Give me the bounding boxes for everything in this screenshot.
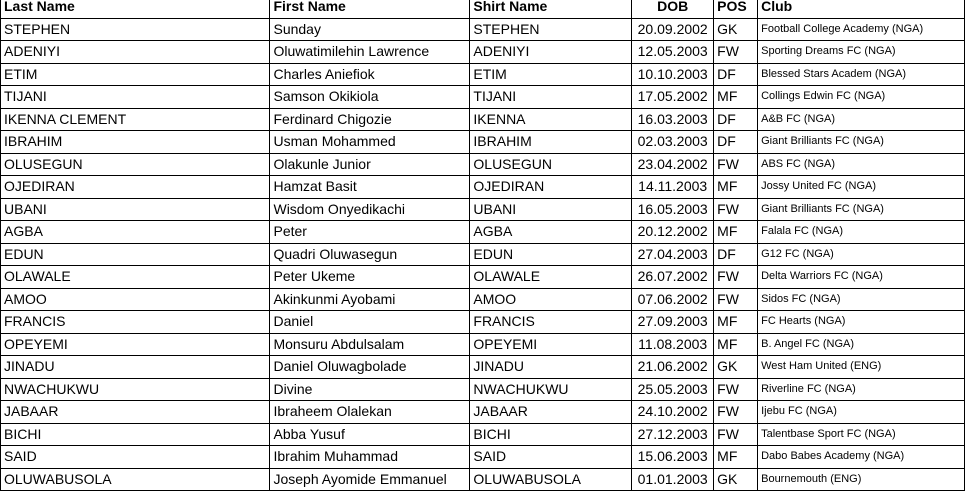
cell-shirt-name: AMOO [470,288,632,311]
cell-shirt-name: IBRAHIM [470,131,632,154]
table-row [1,63,965,86]
cell-pos: DF [714,63,758,86]
cell-shirt-name: BICHI [470,423,632,446]
cell-dob: 23.04.2002 [632,153,714,176]
table-row [1,423,965,446]
cell-last-name: JABAAR [1,401,270,424]
cell-dob: 16.03.2003 [632,108,714,131]
cell-first-name: Ibrahim Muhammad [270,446,470,469]
cell-dob: 17.05.2002 [632,86,714,109]
cell-pos: MF [714,176,758,199]
table-body [1,18,965,491]
cell-club: A&B FC (NGA) [758,108,965,131]
table-row [1,311,965,334]
cell-club: Falala FC (NGA) [758,221,965,244]
cell-last-name: BICHI [1,423,270,446]
cell-club: Giant Brilliants FC (NGA) [758,131,965,154]
cell-dob: 11.08.2003 [632,333,714,356]
cell-pos: FW [714,288,758,311]
cell-shirt-name: IKENNA [470,108,632,131]
table-row [1,333,965,356]
cell-first-name: Charles Aniefiok [270,63,470,86]
cell-pos: GK [714,356,758,379]
table-row [1,378,965,401]
cell-last-name: OJEDIRAN [1,176,270,199]
table-row [1,131,965,154]
table-row [1,41,965,64]
cell-last-name: AGBA [1,221,270,244]
cell-first-name: Divine [270,378,470,401]
cell-pos: DF [714,243,758,266]
cell-dob: 07.06.2002 [632,288,714,311]
cell-first-name: Samson Okikiola [270,86,470,109]
cell-dob: 16.05.2003 [632,198,714,221]
cell-first-name: Usman Mohammed [270,131,470,154]
cell-shirt-name: FRANCIS [470,311,632,334]
cell-last-name: ETIM [1,63,270,86]
cell-last-name: STEPHEN [1,18,270,41]
cell-club: Bournemouth (ENG) [758,468,965,491]
cell-first-name: Abba Yusuf [270,423,470,446]
cell-shirt-name: AGBA [470,221,632,244]
cell-last-name: SAID [1,446,270,469]
table-row [1,86,965,109]
cell-shirt-name: JABAAR [470,401,632,424]
cell-shirt-name: EDUN [470,243,632,266]
cell-shirt-name: OLAWALE [470,266,632,289]
cell-first-name: Monsuru Abdulsalam [270,333,470,356]
cell-last-name: AMOO [1,288,270,311]
table-row [1,221,965,244]
table-row [1,356,965,379]
header-shirt-name: Shirt Name [470,0,632,18]
cell-first-name: Daniel [270,311,470,334]
table-row [1,266,965,289]
cell-shirt-name: UBANI [470,198,632,221]
cell-last-name: FRANCIS [1,311,270,334]
cell-pos: FW [714,401,758,424]
cell-first-name: Quadri Oluwasegun [270,243,470,266]
cell-pos: FW [714,41,758,64]
cell-last-name: EDUN [1,243,270,266]
header-club: Club [758,0,965,18]
cell-first-name: Akinkunmi Ayobami [270,288,470,311]
cell-dob: 14.11.2003 [632,176,714,199]
cell-club: West Ham United (ENG) [758,356,965,379]
cell-club: Sporting Dreams FC (NGA) [758,41,965,64]
cell-dob: 27.12.2003 [632,423,714,446]
cell-pos: MF [714,311,758,334]
cell-club: Blessed Stars Academ (NGA) [758,63,965,86]
header-row [1,0,965,18]
cell-dob: 01.01.2003 [632,468,714,491]
cell-dob: 21.06.2002 [632,356,714,379]
header-first-name: First Name [270,0,470,18]
cell-club: Delta Warriors FC (NGA) [758,266,965,289]
cell-dob: 27.04.2003 [632,243,714,266]
header-last-name: Last Name [1,0,270,18]
cell-dob: 10.10.2003 [632,63,714,86]
cell-pos: GK [714,468,758,491]
cell-pos: MF [714,446,758,469]
cell-first-name: Wisdom Onyedikachi [270,198,470,221]
cell-first-name: Olakunle Junior [270,153,470,176]
cell-last-name: NWACHUKWU [1,378,270,401]
cell-club: FC Hearts (NGA) [758,311,965,334]
cell-shirt-name: ETIM [470,63,632,86]
cell-shirt-name: OPEYEMI [470,333,632,356]
cell-shirt-name: STEPHEN [470,18,632,41]
cell-shirt-name: OLUWABUSOLA [470,468,632,491]
cell-first-name: Hamzat Basit [270,176,470,199]
cell-last-name: OLUWABUSOLA [1,468,270,491]
cell-dob: 12.05.2003 [632,41,714,64]
cell-first-name: Joseph Ayomide Emmanuel [270,468,470,491]
cell-dob: 15.06.2003 [632,446,714,469]
table-row [1,243,965,266]
cell-club: Collings Edwin FC (NGA) [758,86,965,109]
cell-club: B. Angel FC (NGA) [758,333,965,356]
cell-dob: 20.12.2002 [632,221,714,244]
cell-last-name: IBRAHIM [1,131,270,154]
table-row [1,18,965,41]
cell-last-name: OPEYEMI [1,333,270,356]
cell-club: ABS FC (NGA) [758,153,965,176]
cell-shirt-name: SAID [470,446,632,469]
cell-last-name: OLAWALE [1,266,270,289]
header-pos: POS [714,0,758,18]
cell-pos: FW [714,378,758,401]
table-row [1,153,965,176]
cell-first-name: Peter [270,221,470,244]
cell-pos: DF [714,131,758,154]
cell-last-name: JINADU [1,356,270,379]
cell-first-name: Peter Ukeme [270,266,470,289]
table-row [1,176,965,199]
cell-pos: FW [714,198,758,221]
cell-pos: MF [714,333,758,356]
cell-club: Talentbase Sport FC (NGA) [758,423,965,446]
cell-club: Ijebu FC (NGA) [758,401,965,424]
cell-pos: GK [714,18,758,41]
table-row [1,401,965,424]
cell-dob: 24.10.2002 [632,401,714,424]
cell-first-name: Ibraheem Olalekan [270,401,470,424]
cell-club: Football College Academy (NGA) [758,18,965,41]
cell-last-name: TIJANI [1,86,270,109]
cell-club: Sidos FC (NGA) [758,288,965,311]
cell-club: Dabo Babes Academy (NGA) [758,446,965,469]
cell-last-name: UBANI [1,198,270,221]
table-row [1,198,965,221]
cell-pos: MF [714,221,758,244]
cell-first-name: Oluwatimilehin Lawrence [270,41,470,64]
cell-club: G12 FC (NGA) [758,243,965,266]
cell-club: Giant Brilliants FC (NGA) [758,198,965,221]
cell-pos: FW [714,153,758,176]
cell-pos: FW [714,423,758,446]
cell-pos: MF [714,86,758,109]
cell-pos: FW [714,266,758,289]
header-dob: DOB [632,0,714,18]
cell-first-name: Ferdinard Chigozie [270,108,470,131]
cell-dob: 26.07.2002 [632,266,714,289]
cell-dob: 02.03.2003 [632,131,714,154]
cell-shirt-name: JINADU [470,356,632,379]
table-row [1,446,965,469]
cell-first-name: Daniel Oluwagbolade [270,356,470,379]
table-row [1,288,965,311]
cell-shirt-name: ADENIYI [470,41,632,64]
cell-first-name: Sunday [270,18,470,41]
cell-club: Jossy United FC (NGA) [758,176,965,199]
cell-last-name: ADENIYI [1,41,270,64]
cell-shirt-name: OLUSEGUN [470,153,632,176]
cell-last-name: OLUSEGUN [1,153,270,176]
cell-shirt-name: TIJANI [470,86,632,109]
cell-pos: DF [714,108,758,131]
cell-dob: 25.05.2003 [632,378,714,401]
cell-shirt-name: NWACHUKWU [470,378,632,401]
table-row [1,468,965,491]
cell-dob: 20.09.2002 [632,18,714,41]
cell-dob: 27.09.2003 [632,311,714,334]
cell-last-name: IKENNA CLEMENT [1,108,270,131]
cell-shirt-name: OJEDIRAN [470,176,632,199]
table-row [1,108,965,131]
cell-club: Riverline FC (NGA) [758,378,965,401]
